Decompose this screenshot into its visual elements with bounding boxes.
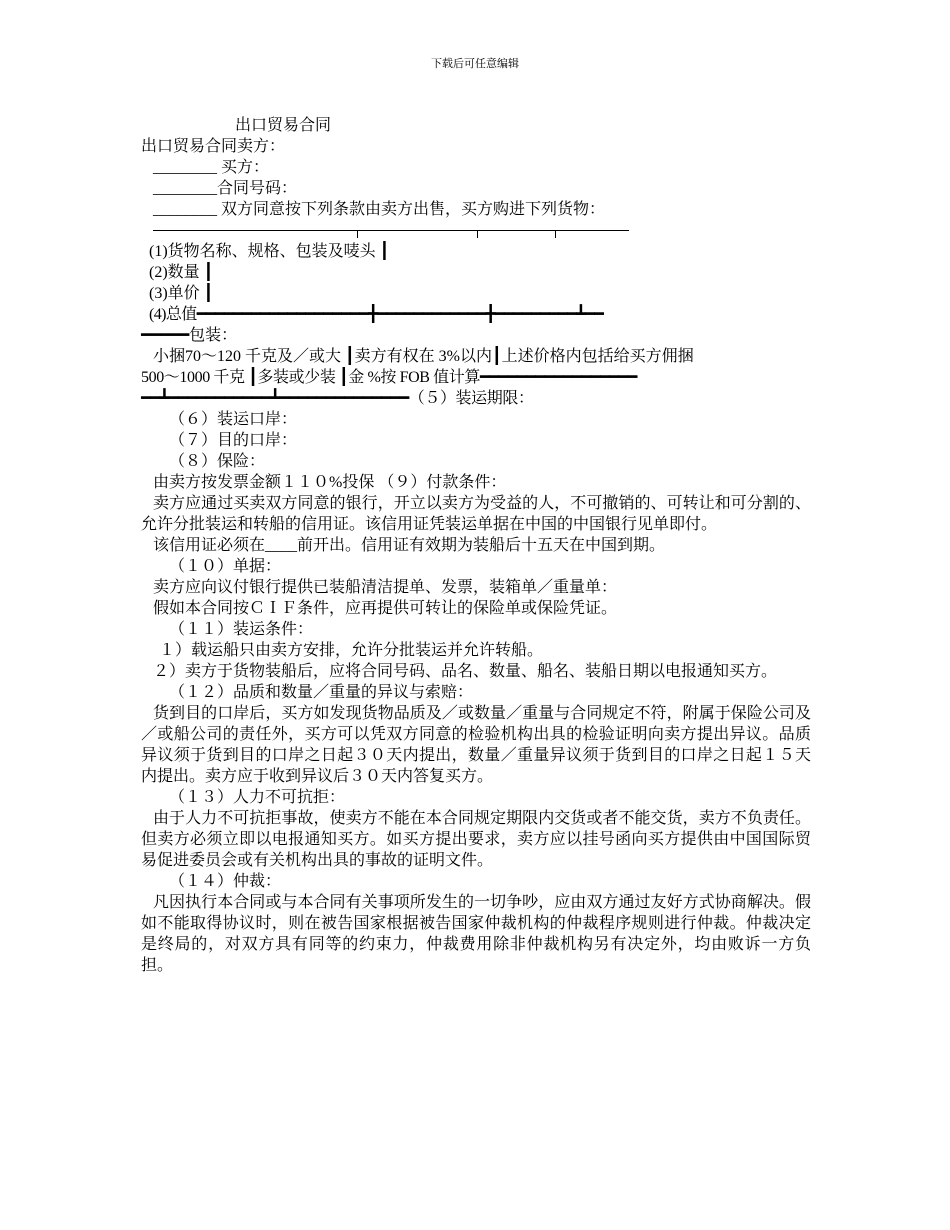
table-top-rule [141,220,811,241]
item-quantity-line: (2)数量 ┃ [149,264,214,281]
documents-line: 卖方应向议付银行提供已装船清洁提单、发票，装箱单／重量单： [153,579,618,596]
page-header: 下载后可任意编辑 [431,58,519,70]
table-column-tick [357,230,358,238]
contract-document [141,115,811,976]
item-unit-price-line: (3)单价 ┃ [149,285,214,302]
arbitration-paragraph: 凡因执行本合同或与本合同有关事项所发生的一切争吵，应由双方通过友好方式协商解决。假如不能取得协议时，则在被告国家根据被告国家仲裁机构的仲裁程序规则进行仲裁。仲裁决定是终局的，对双方具有同等的约束力，仲裁费用除非仲裁机构另有决定外，均由败诉一方负担。 [141,894,811,974]
payment-terms-paragraph: 卖方应通过买卖双方同意的银行，开立以卖方为受益的人，不可撤销的、可转让和可分割的、允许分批装运和转船的信用证。该信用证凭装运单据在中国的中国银行见单即付。 [141,495,811,533]
shipping-heading: （１１）装运条件： [169,621,314,638]
document-title: 出口贸易合同 [235,117,332,134]
buyer-line: ________ 买方： [153,159,270,176]
table-column-tick [555,230,556,238]
arbitration-heading: （１４）仲裁： [169,873,282,890]
force-majeure-paragraph: 由于人力不可抗拒事故，使卖方不能在本合同规定期限内交货或者不能交货，卖方不负责任。但卖方必须立即以电报通知买方。如买方提出要求，卖方应以挂号函向买方提供由中国国际贸易促进委员会或有关机构出具的事故的证明文件。 [141,810,811,869]
lc-validity-line: 该信用证必须在____前开出。信用证有效期为装船后十五天在中国到期。 [153,537,666,554]
claims-heading: （１２）品质和数量／重量的异议与索赔： [169,684,474,701]
bale-line-2: 500～1000 千克 ┃多装或少装 ┃金 %按 FOB 值计算━━━━━━━━━━━━━━━━━ [141,369,637,386]
packing-line: ━━━━━包装： [141,327,238,344]
documents-heading: （１０）单据： [169,558,282,575]
shipping-condition-2: ２）卖方于货物装船后，应将合同号码、品名、数量、船名、装船日期以电报通知买方。 [153,663,778,680]
claims-paragraph: 货到目的口岸后，买方如发现货物品质及／或数量／重量与合同规定不符，附属于保险公司及／或船公司的责任外，买方可以凭双方同意的检验机构出具的检验证明向卖方提出异议。品质异议须于货到目的口岸之日起３０天内提出，数量／重量异议须于货到目的口岸之日起１５天内提出。卖方应于收到异议后３０天内答复买方。 [141,705,811,785]
table-top-rule-bar [153,230,629,231]
insurance-line: （８）保险： [169,453,266,470]
force-majeure-heading: （１３）人力不可抗拒： [169,789,346,806]
agreement-line: ________ 双方同意按下列条款由卖方出售，买方购进下列货物： [153,201,606,218]
insurance-terms-line: 由卖方按发票金额１１０%投保 （９）付款条件： [153,474,507,491]
shipment-period-line: ━━┻━━━━━━━━━━━┻━━━━━━━━━━━━━━（５）装运期限： [141,390,534,407]
item-goods-line: (1)货物名称、规格、包装及唛头 ┃ [149,243,390,260]
intro-line: 出口贸易合同卖方： [141,138,286,155]
item-total-value-line: (4)总值━━━━━━━━━━━━━━━━━━━╋━━━━━━━━━━━━╋━━━━━━━━━┻━━ [149,306,604,323]
table-column-tick [477,230,478,238]
contract-number-line: ________合同号码： [153,180,298,197]
cif-line: 假如本合同按ＣＩＦ条件，应再提供可转让的保险单或保险凭证。 [153,600,618,617]
shipping-condition-1: １）载运船只由卖方安排，允许分批装运并允许转船。 [159,642,544,659]
bale-line-1: 小捆70～120 千克及／或大 ┃卖方有权在 3%以内┃上述价格内包括给买方佣捆 [153,348,694,365]
port-of-destination-line: （７）目的口岸： [169,432,298,449]
port-of-loading-line: （６）装运口岸： [169,411,298,428]
